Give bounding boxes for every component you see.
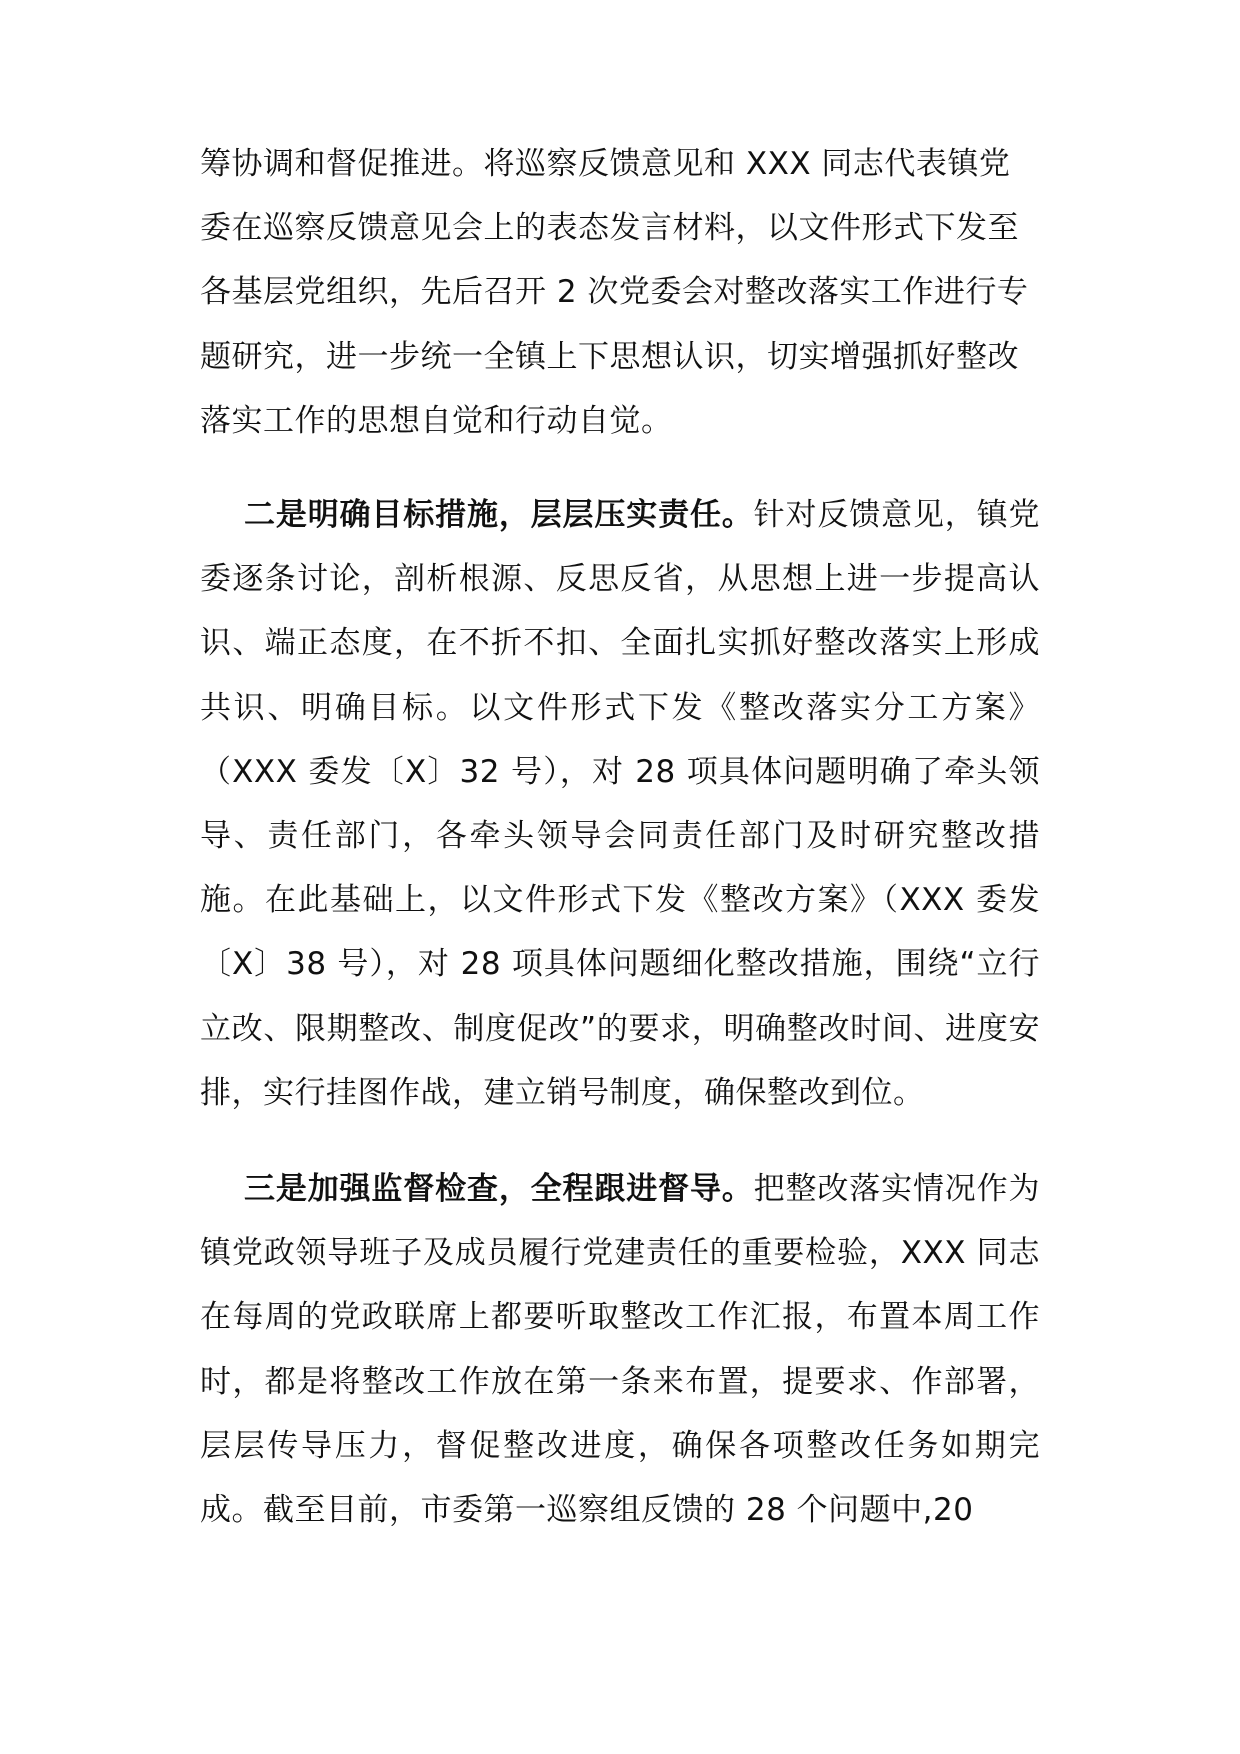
paragraph-continuation: [200, 132, 1040, 453]
paragraph-1-line-2: 委在巡察反馈意见会上的表态发言材料，以文件形式下发至: [200, 210, 1019, 247]
paragraph-targets: [200, 483, 1040, 1125]
paragraph-1-line-3: 各基层党组织，先后召开 2 次党委会对整改落实工作进行专: [200, 274, 1029, 311]
paragraph-1-line-5: 落实工作的思想自觉和行动自觉。: [200, 402, 673, 439]
paragraph-3: [200, 1157, 1040, 1542]
paragraph-1-line-4: 题研究，进一步统一全镇上下思想认识，切实增强抓好整改: [200, 338, 1019, 375]
paragraph-3-heading: 三是加强监督检查，全程跟进督导。: [244, 1171, 754, 1207]
paragraph-1-line-1: 筹协调和督促推进。将巡察反馈意见和 XXX 同志代表镇党: [200, 146, 1011, 182]
paragraph-2-heading: 二是明确目标措施，层层压实责任。: [244, 497, 754, 533]
paragraph-2-body: 针对反馈意见，镇党委逐条讨论，剖析根源、反思反省，从思想上进一步提高认识、端正态度，在不折不扣、全面扎实抓好整改落实上形成共识、明确目标。以文件形式下发《整改落实分工方案》（XXX 委发〔X〕32 号），对 28 项具体问题明确了牵头领导、责任部门，各牵头领导会同责任部门及时研究整改措施。在此基础上，以文件形式下发《整改方案》（XXX 委发〔X〕38 号），对 28 项具体问题细化整改措施，围绕“立行立改、限期整改、制度促改”的要求，明确整改时间、进度安排，实行挂图作战，建立销号制度，确保整改到位。: [200, 497, 1041, 1111]
paragraph-1: [200, 132, 1040, 453]
paragraph-2: [200, 483, 1040, 1125]
paragraph-supervision: [200, 1157, 1040, 1542]
paragraph-3-body: 把整改落实情况作为镇党政领导班子及成员履行党建责任的重要检验，XXX 同志在每周的党政联席上都要听取整改工作汇报，布置本周工作时，都是将整改工作放在第一条来布置，提要求、作部署，层层传导压力，督促整改进度，确保各项整改任务如期完成。截至目前，市委第一巡察组反馈的 28 个问题中,20: [200, 1171, 1041, 1529]
